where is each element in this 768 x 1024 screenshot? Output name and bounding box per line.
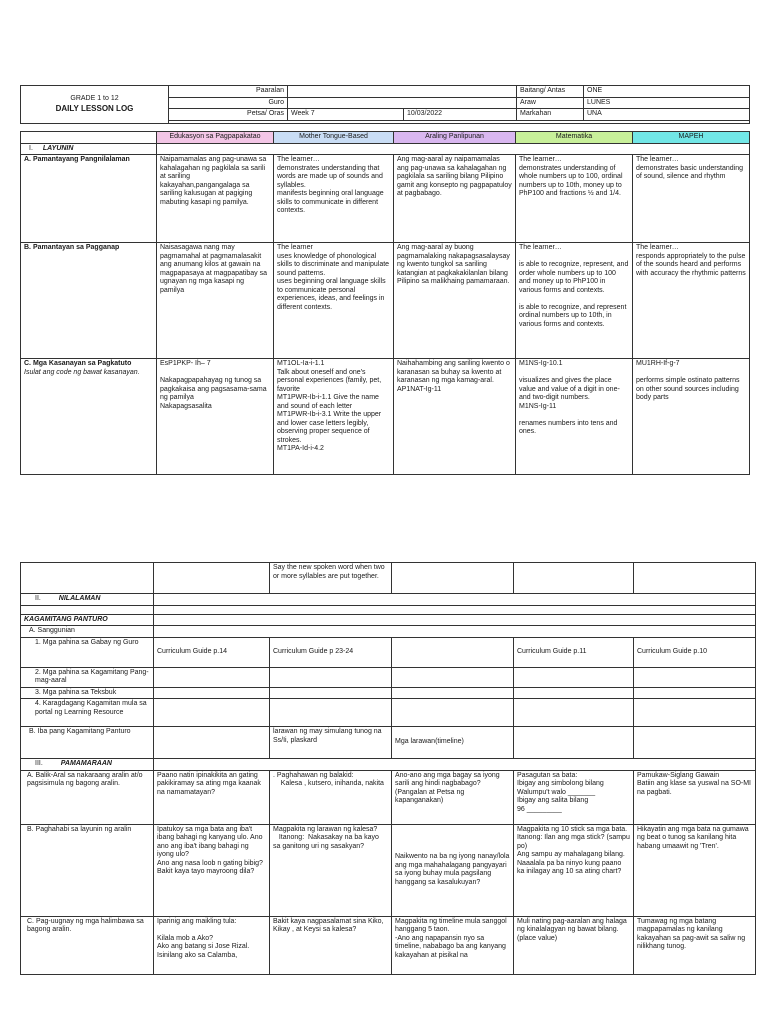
proc-a-math: Pasagutan sa bata: Ibigay ang simbolong bilang Walumpu't walo _______ Ibigay ang salita bilang 96 _________ [514, 770, 634, 824]
ref-1-mtb: Curriculum Guide p 23-24 [270, 637, 392, 667]
nilalaman-num: II. [35, 595, 41, 602]
cell-a-mapeh: The learner… demonstrates basic understanding of sound, silence and rhythm [633, 155, 750, 243]
araw-label: Araw [517, 97, 584, 109]
pamamaraan-title: PAMAMARAAN [60, 760, 112, 767]
row-label-a: A. Pamantayang Pangnilalaman [21, 155, 157, 243]
nilalaman-table [20, 562, 756, 975]
ref-1-esp: Curriculum Guide p.14 [154, 637, 270, 667]
pamamaraan-heading [21, 759, 154, 771]
cell-b-esp: Naisasagawa nang may pagmamahal at pagmamalasakit ang anumang kilos at gawain na magpapasaya at magpapatibay sa ugnayan ng mga kasapi ng pamilya [157, 243, 274, 359]
ref-label-1: 1. Mga pahina sa Gabay ng Guro [21, 637, 154, 667]
proc-a-mtb: . Paghahawan ng balakid: Kalesa , kutsero, inihanda, nakita [270, 770, 392, 824]
subject-header-mapeh: MAPEH [633, 132, 750, 144]
log-title: DAILY LESSON LOG [55, 104, 134, 114]
sanggunian-label: A. Sanggunian [21, 626, 154, 638]
row-label-c-cell [21, 359, 157, 475]
cell-a-ap: Ang mag-aaral ay naipamamalas ang pag-unawa sa kahalagahan ng pagkilala sa sariling bilang Pilipino gamit ang konsepto ng pagpapatuloy at pagbabago. [394, 155, 516, 243]
cell-b-mtb: The learner uses knowledge of phonological skills to discriminate and manipulate sound patterns. uses beginning oral language skills to communicate personal experiences, ideas, and feelings in different contexts. [274, 243, 394, 359]
cell-c-esp: EsP1PKP- Ih– 7 Nakapagpapahayag ng tunog sa pagkakaisa ang pagsasama-sama ng pamilya Nakapagsasalita [157, 359, 274, 475]
subject-header-ap: Araling Panlipunan [394, 132, 516, 144]
pamamaraan-num: III. [35, 760, 43, 767]
ref-b-ap: Mga larawan(timeline) [392, 727, 514, 759]
araw-value: LUNES [584, 97, 750, 109]
cont-cell-2: Say the new spoken word when two or more syllables are put together. [270, 563, 392, 594]
ref-label-4: 4. Karagdagang Kagamitan mula sa portal ng Learning Resource [21, 699, 154, 727]
cont-cell-3 [392, 563, 514, 594]
proc-b-mapeh: Hikayatin ang mga bata na gumawa ng beat o tunog sa kanilang hita habang umaawit ng 'Tren'. [634, 824, 756, 916]
proc-c-mapeh: Tumawag ng mga batang magpapamalas ng kanilang kakayahan sa pag-awit sa saliw ng nilikhang tunog. [634, 916, 756, 974]
header-title-cell [21, 86, 169, 124]
nilalaman-title: NILALAMAN [58, 595, 101, 602]
petsa-label: Petsa/ Oras [169, 109, 288, 121]
layunin-num: I. [29, 144, 33, 152]
kagamitan-heading: KAGAMITANG PANTURO [21, 614, 154, 626]
grade-label: GRADE 1 to 12 [70, 94, 119, 102]
proc-c-esp: Iparinig ang maikling tula: Kilala mob a Ako? Ako ang batang si Jose Rizal. Isinilang ako sa Calamba, [154, 916, 270, 974]
ref-label-2: 2. Mga pahina sa Kagamitang Pang-mag-aaral [21, 667, 154, 687]
cell-a-mtb: The learner… demonstrates understanding that words are made up of sounds and syllables. manifests beginning oral language skills to communicate in different contexts. [274, 155, 394, 243]
proc-a-ap: Ano-ano ang mga bagay sa iyong sarili ang hindi nagbabago? (Pangalan at Petsa ng kapanganakan) [392, 770, 514, 824]
subject-header-esp: Edukasyon sa Pagpapakatao [157, 132, 274, 144]
markahan-label: Markahan [517, 109, 584, 121]
cont-cell-4 [514, 563, 634, 594]
proc-label-b: B. Paghahabi sa layunin ng aralin [21, 824, 154, 916]
cell-c-mtb: MT1OL-Ia-i-1.1 Talk about oneself and one's personal experiences (family, pet, favorite MT1PWR-Ib-i-1.1 Give the name and sound of each letter MT1PWR-Ib-i-3.1 Write the upper and lower case letters legibly, observing proper sequence of strokes. MT1PA-Id-i-4.2 [274, 359, 394, 475]
proc-b-esp: Ipatukoy sa mga bata ang iba't ibang bahagi ng kanyang ulo. Ano ano ang iba't ibang bahagi ng iyong ulo? Ano ang nasa loob n gating bibig? Bakit kaya tayo mayroong dila? [154, 824, 270, 916]
cont-cell-0 [21, 563, 154, 594]
layunin-table [20, 131, 750, 475]
guro-label: Guro [169, 97, 288, 109]
proc-label-a: A. Balik-Aral sa nakaraang aralin at/o pagsisimula ng bagong aralin. [21, 770, 154, 824]
row-label-b: B. Pamantayan sa Pagganap [21, 243, 157, 359]
paaralan-label: Paaralan [169, 86, 288, 98]
corner-cell [21, 132, 157, 144]
ref-1-math: Curriculum Guide p.11 [514, 637, 634, 667]
ref-label-b: B. Iba pang Kagamitang Panturo [21, 727, 154, 759]
baitang-value: ONE [584, 86, 750, 98]
cell-b-math: The learner… is able to recognize, represent, and order whole numbers up to 100 and money up to PhP100 in various forms and contexts. is able to recognize, and represent ordinal numbers up to 10th, in various forms and contexts. [516, 243, 633, 359]
subject-header-math: Matematika [516, 132, 633, 144]
petsa-week: Week 7 [288, 109, 404, 121]
markahan-value: UNA [584, 109, 750, 121]
ref-1-mapeh: Curriculum Guide p.10 [634, 637, 756, 667]
row-label-c-sub: Isulat ang code ng bawat kasanayan. [24, 368, 140, 376]
ref-b-mtb: larawan ng may simulang tunog na Ss/Ii, plaskard [270, 727, 392, 759]
cell-a-esp: Naipamamalas ang pag-unawa sa kahalagahan ng pagkilala sa sarili at sariling kakayahan,pangangalaga sa sariling kalusugan at pagiging mabuting kasapi ng pamilya. [157, 155, 274, 243]
subject-header-mtb: Mother Tongue-Based [274, 132, 394, 144]
cont-cell-1 [154, 563, 270, 594]
cont-cell-5 [634, 563, 756, 594]
baitang-label: Baitang/ Antas [517, 86, 584, 98]
guro-value [288, 97, 517, 109]
petsa-date: 10/03/2022 [404, 109, 517, 121]
proc-a-esp: Paano natin ipinakikita an gating pakikiramay sa ating mga kaanak na namamatayan? [154, 770, 270, 824]
layunin-heading [21, 143, 157, 155]
cell-c-mapeh: MU1RH-If-g-7 performs simple ostinato patterns on other sound sources including body parts [633, 359, 750, 475]
paaralan-value [288, 86, 517, 98]
proc-b-mtb: Magpakita ng larawan ng kalesa? Itanong: Nakasakay na ba kayo sa ganitong uri ng sasakyan? [270, 824, 392, 916]
cell-b-mapeh: The learner… responds appropriately to the pulse of the sounds heard and performs with accuracy the rhythmic patterns [633, 243, 750, 359]
nilalaman-heading [21, 594, 154, 606]
layunin-title: LAYUNIN [42, 144, 74, 152]
proc-c-math: Muli nating pag-aaralan ang halaga ng kinalalagyan ng bawat bilang.(place value) [514, 916, 634, 974]
proc-c-ap: Magpakita ng timeline mula sanggol hanggang 5 taon. -Ano ang napapansin nyo sa timeline, nababago ba ang kanyang kakayahan at pisikal na [392, 916, 514, 974]
header-table [20, 85, 750, 124]
cell-c-ap: Naihahambing ang sariling kwento o karanasan sa buhay sa kwento at karanasan ng mga kamag-aral. AP1NAT-Ig-11 [394, 359, 516, 475]
proc-label-c: C. Pag-uugnay ng mga halimbawa sa bagong aralin. [21, 916, 154, 974]
proc-b-ap: Naikwento na ba ng iyong nanay/lola ang mga mahahalagang pangyayari sa iyong buhay mula pagsilang hanggang sa kasalukuyan? [392, 824, 514, 916]
ref-1-ap [392, 637, 514, 667]
row-label-c: C. Mga Kasanayan sa Pagkatuto [24, 360, 132, 367]
proc-a-mapeh: Pamukaw-Siglang Gawain Batiin ang klase sa yuswal na SO-MI na pagbati. [634, 770, 756, 824]
proc-c-mtb: Bakit kaya nagpasalamat sina Kiko, Kikay , at Keysi sa kalesa? [270, 916, 392, 974]
cell-a-math: The learner… demonstrates understanding of whole numbers up to 100, ordinal numbers up to 10th, money up to PhP100 and fractions ½ and 1/4. [516, 155, 633, 243]
cell-c-math: M1NS-Ig-10.1 visualizes and gives the place value and value of a digit in one- and two-digit numbers. M1NS-Ig-11 renames numbers into tens and ones. [516, 359, 633, 475]
ref-label-3: 3. Mga pahina sa Teksbuk [21, 687, 154, 699]
proc-b-math: Magpakita ng 10 stick sa mga bata. Itanong: Ilan ang mga stick? (sampu po) Ang sampu ay mahalagang bilang. Naaalala pa ba ninyo kung paano ka inilagay ang 10 sa ating chart? [514, 824, 634, 916]
cell-b-ap: Ang mag-aaral ay buong pagmamalaking nakapagsasalaysay ng kwento tungkol sa sariling katangian at pagkakakilanlan bilang Pilipino sa malikhaing pamamaraan. [394, 243, 516, 359]
